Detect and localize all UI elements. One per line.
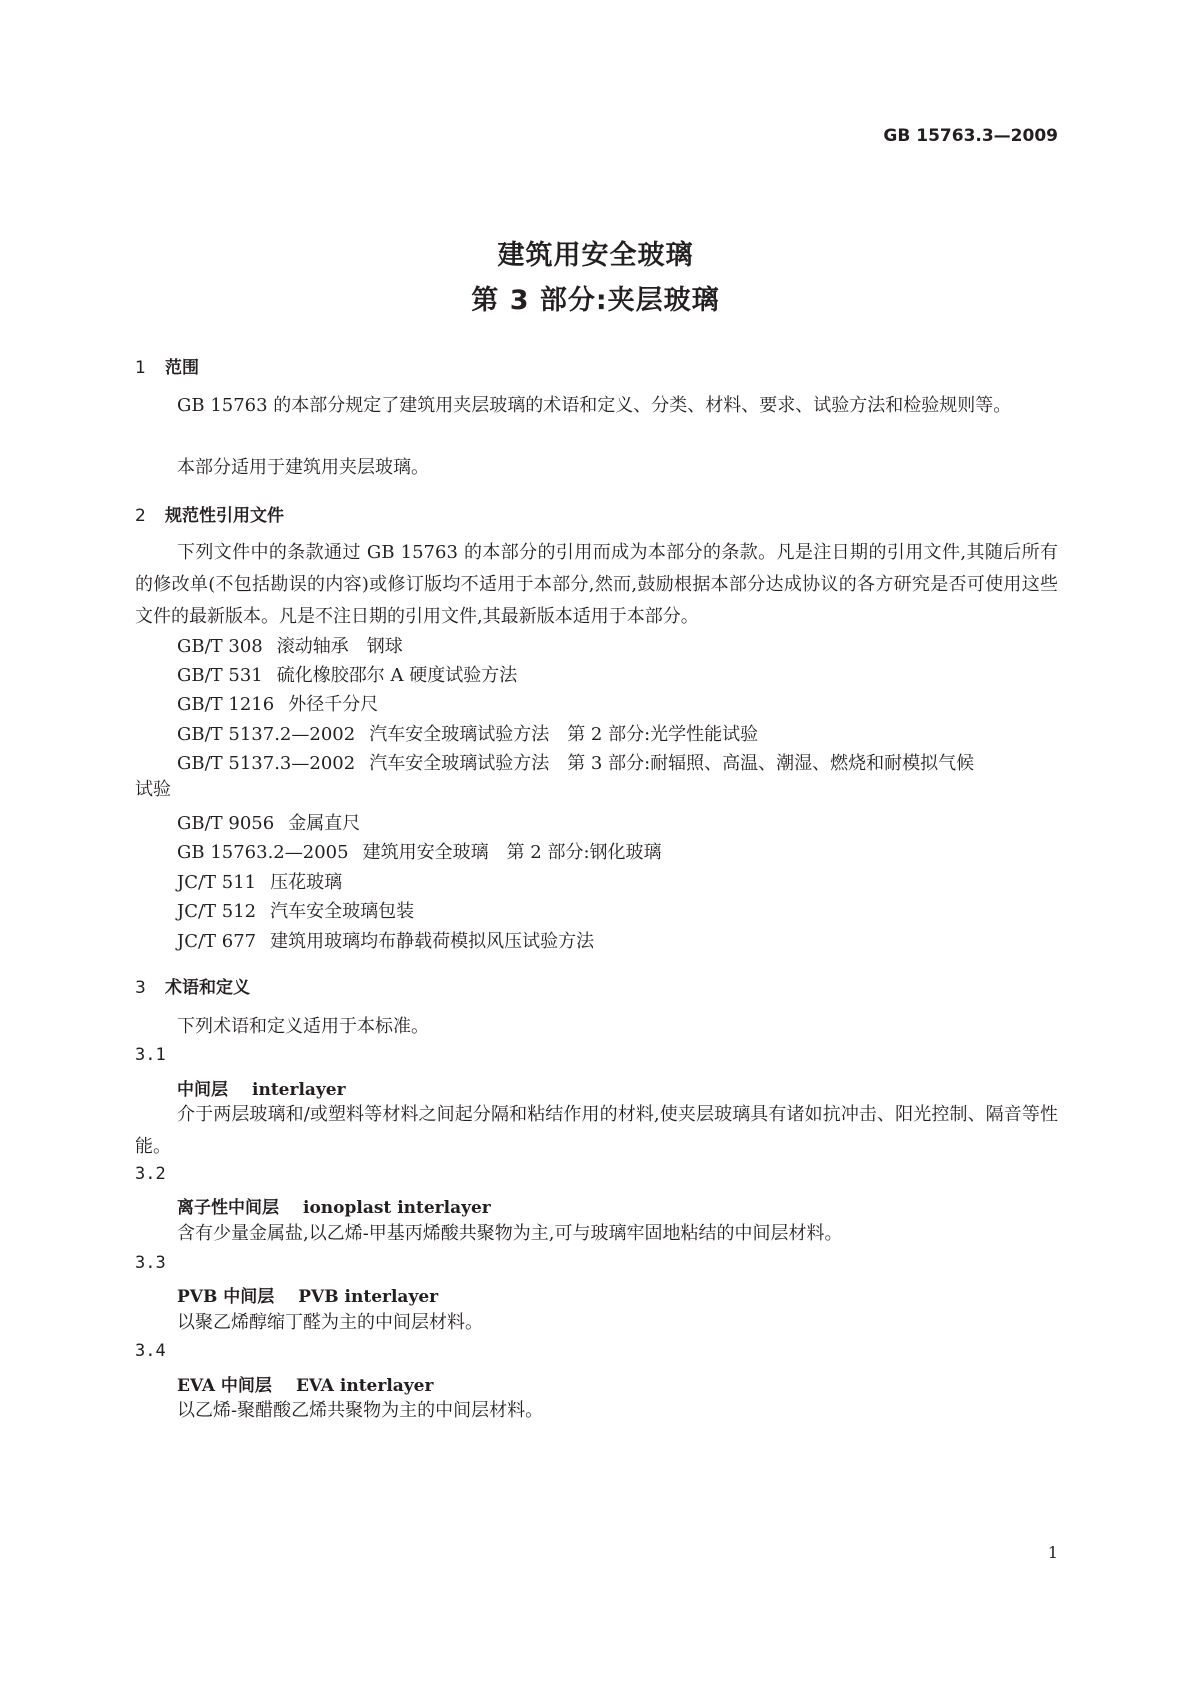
reference-code: JC/T 677 [177, 931, 257, 952]
reference-code: GB/T 308 [177, 636, 263, 657]
title-line-2: 第 3 部分:夹层玻璃 [471, 285, 720, 316]
reference-code: GB 15763.2—2005 [177, 842, 349, 863]
reference-item [177, 838, 662, 864]
term-definition: 介于两层玻璃和/或塑料等材料之间起分隔和粘结作用的材料,使夹层玻璃具有诸如抗冲击、阳光控制、隔音等性能。 [135, 1104, 1058, 1157]
reference-item [177, 749, 974, 775]
reference-continuation: 试验 [135, 779, 171, 800]
term-zh: 中间层 [177, 1080, 228, 1100]
reference-item [177, 897, 414, 923]
term-zh: PVB 中间层 [177, 1287, 275, 1307]
reference-title: 汽车安全玻璃试验方法 [369, 724, 550, 745]
reference-item [177, 690, 378, 716]
section-number: 2 [135, 506, 146, 526]
section-1-heading [135, 353, 199, 378]
reference-item [177, 632, 403, 658]
section-title: 术语和定义 [165, 978, 250, 998]
section-1-paragraph-1: GB 15763 的本部分规定了建筑用夹层玻璃的术语和定义、分类、材料、要求、试验方法和检验规则等。 [177, 395, 1012, 416]
section-title: 范围 [165, 358, 199, 378]
section-2-intro: 下列文件中的条款通过 GB 15763 的本部分的引用而成为本部分的条款。凡是注日期的引用文件,其随后所有的修改单(不包括勘误的内容)或修订版均不适用于本部分,然而,鼓励根据本部分达成协议的各方研究是否可使用这些文件的最新版本。凡是不注日期的引用文件,其最新版本适用于本部分。 [135, 542, 1058, 627]
reference-title: 滚动轴承 [276, 636, 349, 657]
reference-code: JC/T 511 [177, 872, 257, 893]
term-en: PVB interlayer [298, 1287, 439, 1307]
reference-title: 建筑用安全玻璃 [362, 842, 489, 863]
reference-code: GB/T 9056 [177, 813, 275, 834]
standard-code: GB 15763.3—2009 [883, 126, 1058, 146]
reference-item [177, 927, 594, 953]
term-zh: EVA 中间层 [177, 1376, 272, 1396]
section-title: 规范性引用文件 [165, 506, 284, 526]
reference-code: GB/T 1216 [177, 694, 275, 715]
reference-item [177, 720, 758, 746]
reference-part: 第 2 部分:钢化玻璃 [506, 842, 662, 863]
reference-item [177, 809, 360, 835]
clause-number: 3.1 [135, 1045, 166, 1065]
reference-code: GB/T 5137.2—2002 [177, 724, 356, 745]
clause-number: 3.2 [135, 1164, 166, 1184]
reference-item [177, 868, 342, 894]
reference-code: GB/T 5137.3—2002 [177, 753, 356, 774]
term-zh: 离子性中间层 [177, 1198, 279, 1218]
term-definition: 以聚乙烯醇缩丁醛为主的中间层材料。 [177, 1312, 483, 1333]
reference-title: 压花玻璃 [270, 872, 343, 893]
section-number: 3 [135, 978, 146, 998]
term-heading [177, 1282, 438, 1307]
term-en: EVA interlayer [295, 1376, 434, 1396]
reference-part: 钢球 [366, 636, 403, 657]
term-en: ionoplast interlayer [303, 1198, 491, 1218]
reference-title: 建筑用玻璃均布静载荷模拟风压试验方法 [270, 931, 595, 952]
clause-number: 3.3 [135, 1253, 166, 1273]
term-heading [177, 1193, 491, 1218]
reference-title: 金属直尺 [288, 813, 361, 834]
reference-code: GB/T 531 [177, 665, 263, 686]
page-number: 1 [1047, 1543, 1058, 1562]
reference-title: 汽车安全玻璃包装 [270, 901, 415, 922]
term-heading [177, 1371, 433, 1396]
term-en: interlayer [252, 1080, 346, 1100]
reference-title: 硫化橡胶邵尔 A 硬度试验方法 [276, 665, 518, 686]
reference-title: 外径千分尺 [288, 694, 379, 715]
section-number: 1 [135, 358, 146, 378]
section-3-intro: 下列术语和定义适用于本标准。 [177, 1016, 429, 1037]
term-definition: 以乙烯-聚醋酸乙烯共聚物为主的中间层材料。 [177, 1400, 544, 1421]
term-definition: 含有少量金属盐,以乙烯-甲基丙烯酸共聚物为主,可与玻璃牢固地粘结的中间层材料。 [177, 1223, 843, 1244]
clause-number: 3.4 [135, 1341, 166, 1361]
section-2-heading [135, 501, 284, 526]
term-heading [177, 1075, 346, 1100]
section-1-paragraph-2: 本部分适用于建筑用夹层玻璃。 [177, 457, 429, 478]
reference-code: JC/T 512 [177, 901, 257, 922]
reference-title: 汽车安全玻璃试验方法 [369, 753, 550, 774]
reference-item [177, 661, 517, 687]
reference-part: 第 3 部分:耐辐照、高温、潮湿、燃烧和耐模拟气候 [567, 753, 975, 774]
reference-part: 第 2 部分:光学性能试验 [567, 724, 759, 745]
title-line-1: 建筑用安全玻璃 [497, 240, 694, 271]
section-3-heading [135, 973, 250, 998]
